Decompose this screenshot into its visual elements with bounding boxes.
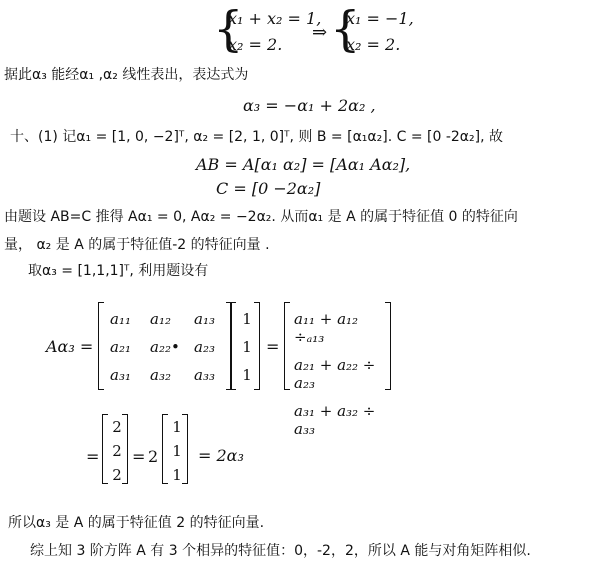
matrix-a-cell: a₂₃ bbox=[194, 338, 215, 356]
vector-sum-cell: a₃₁ + a₃₂ ÷ a₃₃ bbox=[294, 402, 376, 438]
vector-sum bbox=[294, 310, 390, 438]
text-line-b1: 由题设 AB=C 推得 Aα₁ = 0, Aα₂ = −2α₂. 从而α₁ 是 A 的属于特征值 0 的特征向 bbox=[4, 209, 518, 225]
vector-ones bbox=[240, 310, 254, 384]
equals-sign-2: = bbox=[86, 447, 100, 466]
matrix-a-cell: a₃₃ bbox=[194, 366, 215, 384]
system2-row2: x₂ = 2. bbox=[346, 35, 401, 54]
section-ten-heading: 十、(1) 记α₁ = [1, 0, −2]ᵀ, α₂ = [2, 1, 0]ᵀ, 则 B = [α₁α₂]. C = [0 -2α₂], 故 bbox=[10, 129, 504, 145]
vector-ones-2-cell: 1 bbox=[172, 442, 182, 460]
ones-right-bracket bbox=[254, 302, 260, 390]
equals-sign-3: = bbox=[132, 447, 146, 466]
matrix-a-cell: a₂₁ bbox=[110, 338, 131, 356]
vector-ones-cell: 1 bbox=[242, 338, 252, 356]
text-line-e: 综上知 3 阶方阵 A 有 3 个相异的特征值：0，-2，2，所以 A 能与对角矩阵相似. bbox=[30, 543, 531, 559]
matrix-a-cell: a₁₃ bbox=[194, 310, 215, 328]
equation-alpha3: α₃ = −α₁ + 2α₂ , bbox=[243, 96, 376, 115]
system1-row2: x₂ = 2. bbox=[228, 35, 283, 54]
sum-right-bracket bbox=[385, 302, 391, 390]
matrix-a-cell: a₁₂ bbox=[150, 310, 171, 328]
left-brace-1: { bbox=[213, 1, 244, 57]
matrix-a-cell: a₃₂ bbox=[150, 366, 171, 384]
equals-sign-1: = bbox=[266, 337, 280, 356]
vector-sum-cell: a₁₁ + a₁₂ ÷ₐ₁₃ bbox=[294, 310, 359, 346]
vector-sum-cell: a₂₁ + a₂₂ ÷ a₂₃ bbox=[294, 356, 376, 392]
ones2-left-bracket bbox=[162, 414, 168, 484]
system2-row1: x₁ = −1, bbox=[346, 9, 414, 28]
vector-ones-cell: 1 bbox=[242, 310, 252, 328]
implies-arrow: ⇒ bbox=[312, 22, 328, 43]
system1-row1: x₁ + x₂ = 1, bbox=[228, 9, 322, 28]
matrix-a-cell: a₁₁ bbox=[110, 310, 131, 328]
matrix-lhs: Aα₃ = bbox=[46, 337, 94, 356]
ones2-right-bracket bbox=[182, 414, 188, 484]
vector-ones-2-cell: 1 bbox=[172, 466, 182, 484]
result-2alpha3: = 2α₃ bbox=[198, 446, 244, 465]
vector-ones-2-cell: 1 bbox=[172, 418, 182, 436]
text-line-b2: 量， α₂ 是 A 的属于特征值-2 的特征向量 . bbox=[4, 237, 270, 253]
left-brace-2: { bbox=[330, 1, 361, 57]
text-line-c: 取α₃ = [1,1,1]ᵀ, 利用题设有 bbox=[28, 263, 209, 279]
matrix-a-cell: a₂₂• bbox=[150, 338, 180, 356]
text-line-d: 所以α₃ 是 A 的属于特征值 2 的特征向量. bbox=[8, 515, 265, 531]
matrix-a-cell: a₃₁ bbox=[110, 366, 131, 384]
matrix-a bbox=[110, 310, 230, 384]
vector-twos-cell: 2 bbox=[112, 418, 122, 436]
vector-twos-cell: 2 bbox=[112, 442, 122, 460]
text-line-a: 据此α₃ 能经α₁ ,α₂ 线性表出，表达式为 bbox=[4, 67, 249, 83]
vector-ones-cell: 1 bbox=[242, 366, 252, 384]
vector-twos-cell: 2 bbox=[112, 466, 122, 484]
twos-left-bracket bbox=[102, 414, 108, 484]
equation-c: C = [0 −2α₂] bbox=[216, 179, 321, 198]
ones-left-bracket bbox=[230, 302, 236, 390]
twos-right-bracket bbox=[122, 414, 128, 484]
equation-ab: AB = A[α₁ α₂] = [Aα₁ Aα₂], bbox=[196, 155, 411, 174]
coefficient-two: 2 bbox=[148, 447, 159, 466]
sum-left-bracket bbox=[284, 302, 290, 390]
matrix-a-left-bracket bbox=[98, 302, 104, 390]
